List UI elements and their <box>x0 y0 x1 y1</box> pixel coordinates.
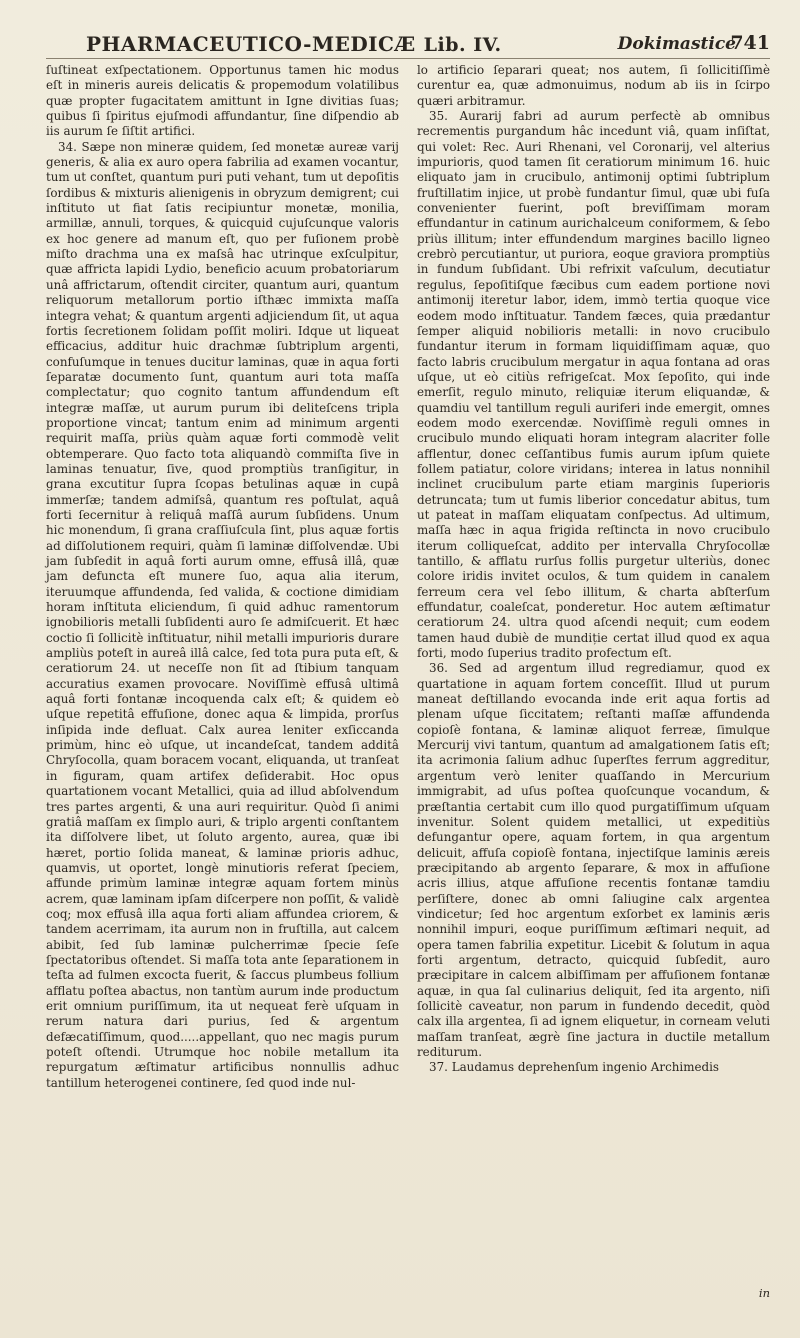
left-column <box>46 63 399 1091</box>
paragraph: 36. Sed ad argentum illud regrediamur, quod ex quartatione in aquam fortem conceſſit. Illud ut purum maneat deſtillando evocanda inde erit aqua fortis ad plenam uſque ſiccitatem; reſtanti maſſæ affundenda copioſè fontana, & laminæ aliquot ferreæ, ſimulque Mercurij vivi tantum, quantum ad amalgationem ſatis eſt; ita acrimonia ſalium adhuc ſuperſtes ferrum aggreditur, argentum verò leniter quaſſando in Mercurium immigrabit, ad uſus poſtea quoſcunque vocandum, & præſtantia certabit cum illo quod purgatiſſimum uſquam invenitur. Solent quidem metallici, ut expeditiùs defungantur opere, aquam fortem, in qua argentum delicuit, affuſa copioſè fontana, injectiſque laminis æreis præcipitando ab argento ſeparare, & mox in affuſione acris illius, atque affuſione recentis fontanæ tamdiu perſiſtere, donec ab omni ſaliugine calx argentea vindicetur; ſed hoc argentum exſorbet ex laminis æris nonnihil impuri, eoque puriſſimum æſtimari nequit, ad opera tamen fabrilia expetitur. Licebit & ſolutum in aqua forti argentum, detracto, quicquid ſubſedit, auro præcipitare in calcem albiſſimam per affuſionem fontanæ aquæ, in qua ſal culinarius deliquit, ſed ita argento, niſi ſollicitè caveatur, non parum in fundendo decedit, quòd calx illa argentea, ſi ad ignem eliquetur, in corneam veluti maſſam tranſeat, ægrè ſine jactura in ductile metallum rediturum. <box>417 661 770 1059</box>
right-column <box>417 63 770 1091</box>
paragraph: 35. Aurarij fabri ad aurum perfectè ab omnibus recrementis purgandum hâc incedunt viâ, quam inſiſtat, qui volet: Rec. Auri Rhenani, vel Coronarij, vel alterius impurioris, quod tamen ſit ceratiorum minimum 16. huic eliquato jam in crucibulo, antimonij optimi ſubtriplum fruſtillatim injice, ut probè fundantur ſimul, quæ ubi fuſa convenienter fuerint, poſt breviſſimam moram effundantur in catinum aurichalceum coniformem, & ſebo priùs illitum; inter effundendum margines bacillo ligneo crebrò percutiantur, ut puriora, eoque graviora promptiùs in fundum ſubſidant. Ubi refrixit vaſculum, decutiatur regulus, ſepoſitiſque fæcibus cum eadem portione novi antimonij iteretur labor, idem, immò tertia quoque vice eodem modo inſtituatur. Tandem fæces, quia prædantur ſemper aliquid nobilioris metalli: in novo crucibulo fundantur iterum in formam liquidiſſimam aquæ, quo facto labris crucibulum mergatur in aqua fontana ad oras uſque, ut eò citiùs refrigeſcat. Mox ſepoſito, qui inde emerſit, regulo minuto, reliquiæ iterum eliquandæ, & quamdiu vel tantillum reguli auriferi inde emergit, omnes eodem modo exercendæ. Noviſſimè reguli omnes in crucibulo mundo eliquati horam integram alacriter folle afflentur, donec ceſſantibus fumis aurum ipſum quiete follem patiatur, colore viridans; interea in latus nonnihil inclinet crucibulum parte etiam marginis ſuperioris detruncata; tum ut fumis liberior concedatur abitus, tum ut pateat in maſſam eliquatam conſpectus. Ad ultimum, maſſa hæc in aqua frigida reſtincta in novo crucibulo iterum colliqueſcat, addito per intervalla Chryſocollæ tantillo, & afflatu rurſus follis purgetur ulteriùs, donec colore iridis invitet oculos, & tum quidem in canalem ferreum cera vel ſebo illitum, & charta abſterſum effundatur, coaleſcat, ponderetur. Hoc autem æſtimatur ceratiorum 24. ultra quod aſcendi nequit; cum eodem tamen haud dubiè de mundiție certat illud quod ex aqua forti, modo ſuperius tradito profectum eſt. <box>417 109 770 661</box>
section-tag: Dokimastice <box>617 34 736 54</box>
paragraph: 34. Sæpe non mineræ quidem, ſed monetæ aureæ varij generis, & alia ex auro opera fabrilia ad examen vocantur, tum ut conſtet, quantum puri puti vehant, tum ut depoſitis ſordibus & mixturis alienigenis in obryzum demigrent; cui inſtituto ut fiat ſatis recipiuntur monetæ, monilia, armillæ, annuli, torques, & quicquid cujuſcunque valoris ex hoc genere ad manum eſt, quo per fuſionem probè miſto drachma una ex maſsâ hac utrinque exſculpitur, quæ affricta lapidi Lydio, beneficio acuum probatoriarum unâ affrictarum, oſtendit circiter, quantum auri, quantum reliquorum metallorum portio iſthæc immixta maſſa integra vehat; & quantum argenti adjiciendum ſit, ut aqua fortis ſecretionem ſolidam poſſit moliri. Idque ut liqueat efficacius, additur huic drachmæ ſubtriplum argenti, confuſumque in tenues ducitur laminas, quæ in aqua forti ſeparatæ documento ſunt, quantum auri tota maſſa complectatur; quo cognito tantum affundendum eſt integræ maſſæ, ut aurum purum ibi deliteſcens tripla proportione vincat; tantum enim ad minimum argenti requirit maſſa, priùs quàm aquæ forti commodè velit obtemperare. Quo facto tota aliquandò commiſta ſive in laminas tenuatur, ſive, quod promptiùs tranſigitur, in grana excutitur ſupra ſcopas betulinas aquæ in cupâ immerſæ; tandem admiſsâ, quantum res poſtulat, aquâ forti ſecernitur à reliquâ maſſâ aurum ſubſidens. Unum hic monendum, ſi grana craſſiuſcula ſint, plus aquæ fortis ad diſſolutionem requiri, quàm ſi laminæ diſſolvendæ. Ubi jam ſubſedit in aquâ forti aurum omne, effusâ illâ, quæ jam defuncta eſt munere ſuo, aqua alia iterum, iteruumque affundenda, ſed valida, & coctione dimidiam horam inſtituta eliciendum, ſi quid adhuc ramentorum ignobilioris metalli ſubſidenti auro ſe admiſcuerit. Et hæc coctio ſi ſollicitè inſtituatur, nihil metalli impurioris durare ampliùs poteſt in aureâ illâ calce, ſed tota pura puta eſt, & ceratiorum 24. ut neceſſe non ſit ad ſtibium tanquam accuratius examen provocare. Noviſſimè effusâ ultimâ aquâ forti fontanæ incoquenda calx eſt; & quidem eò uſque repetitâ effuſione, donec aqua & limpida, prorſus inſipida inde defluat. Calx aurea leniter exſiccanda primùm, hinc eò uſque, ut incandeſcat, tandem additâ Chryſocolla, quam boracem vocant, eliquanda, ut tranſeat in figuram, quam artifex deſiderabit. Hoc opus quartationem vocant Metallici, quia ad illud abſolvendum tres partes argenti, & una auri requiritur. Quòd ſi animi gratiâ maſſam ex ſimplo auri, & triplo argenti conſtantem ita diſſolvere libet, ut ſoluto argento, aurea, quæ ibi hæret, portio ſolida maneat, & laminæ prioris adhuc, quamvis, ut oportet, longè minutioris referat ſpeciem, affunde primùm laminæ integræ aquam fortem minùs acrem, quæ laminam ipſam diſcerpere non poſſit, & validè coq; mox effusâ illa aqua forti aliam affundea criorem, & tandem acerrimam, ita aurum non in fruſtilla, aut calcem abibit, ſed ſub laminæ pulcherrimæ ſpecie ſeſe ſpectatoribus oſtendet. Si maſſa tota ante ſeparationem in teſta ad fulmen excocta fuerit, & ſaccus plumbeus follium afflatu poſtea abactus, non tantùm aurum inde productum erit omnium puriſſimum, ita ut nequeat ferè uſquam in rerum natura dari purius, ſed & argentum defæcatiſſimum, quod.....appellant, quo nec magis purum poteſt oſtendi. Utrumque hoc nobile metallum ita repurgatum æſtimatur artificibus nonnullis adhuc tantillum heterogenei continere, ſed quod inde nul- <box>46 139 399 1090</box>
book-number: Lib. IV. <box>423 34 502 56</box>
running-title <box>86 32 502 56</box>
catchword: in <box>758 1286 770 1300</box>
paragraph: ſuſtineat exſpectationem. Opportunus tamen hic modus eſt in mineris aureis delicatis & propemodum volatilibus quæ propter fugacitatem amittunt in Igne divitias ſuas; quibus ſi ſpiritus ejuſmodi affundantur, ſine diſpendio ab iis aurum ſe ſiſtit artifici. <box>46 63 399 139</box>
paragraph: lo artificio ſeparari queat; nos autem, ſi ſollicitiſſimè curentur ea, quæ admonuimus, nodum ab iis in ſcirpo quæri arbitramur. <box>417 63 770 108</box>
folio-number: 741 <box>730 32 770 54</box>
text-columns <box>46 63 770 1091</box>
paragraph: 37. Laudamus deprehenſum ingenio Archimedis <box>429 1060 720 1075</box>
running-header <box>46 30 770 59</box>
running-title-text: PHARMACEUTICO-MEDICÆ <box>86 32 416 56</box>
